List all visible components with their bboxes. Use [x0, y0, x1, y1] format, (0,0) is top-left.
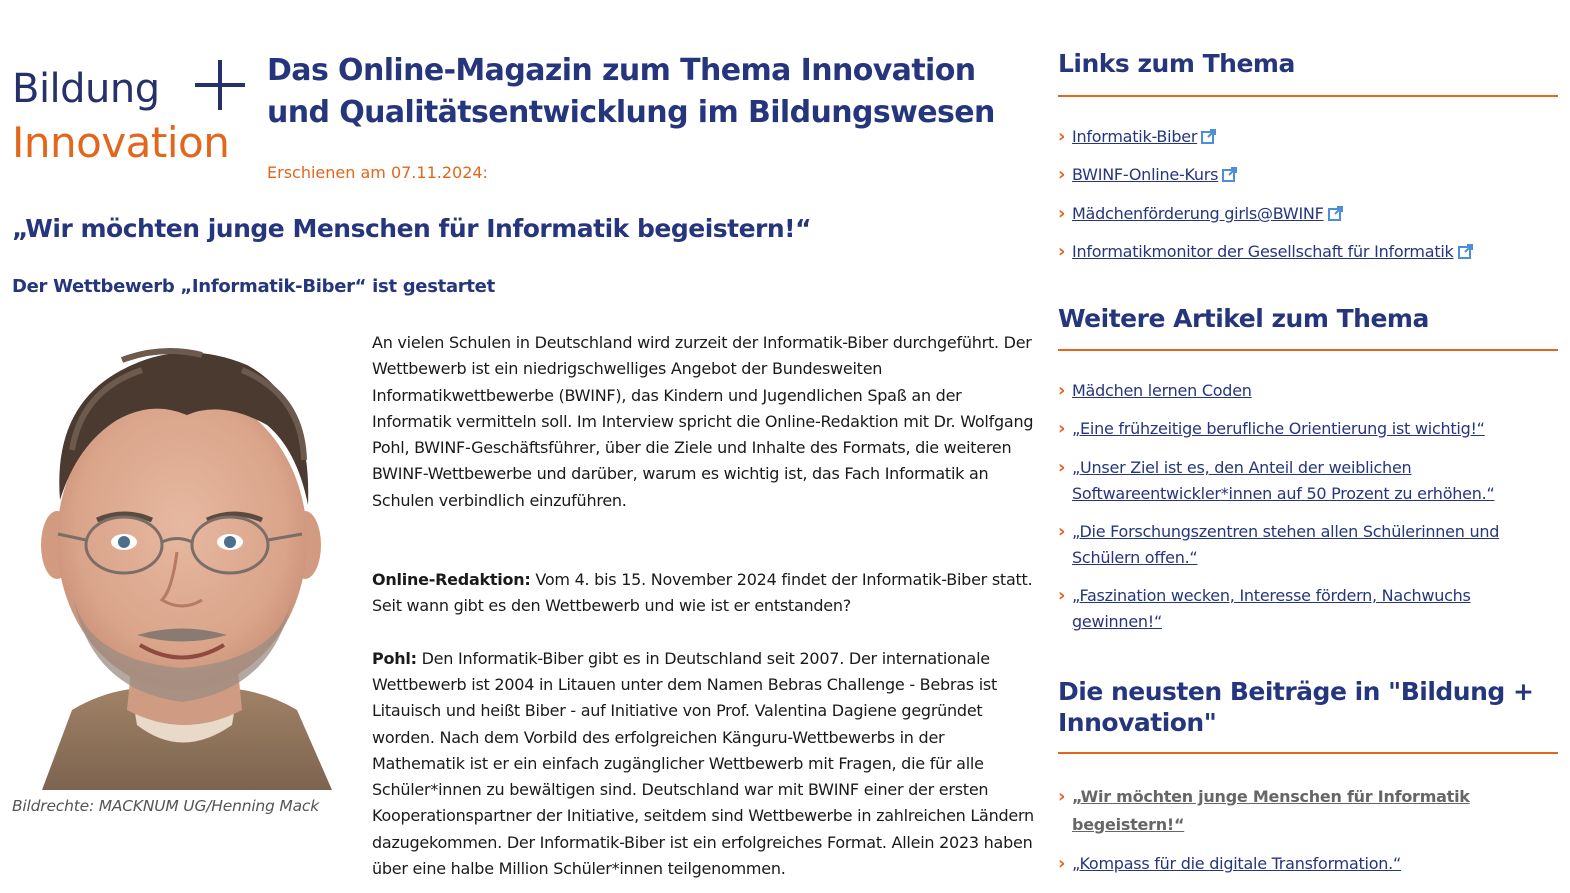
related-article-link[interactable] [1058, 583, 1538, 636]
sidebar-link[interactable] [1058, 124, 1538, 150]
external-link-icon [1458, 244, 1473, 259]
related-article-link[interactable] [1058, 378, 1538, 404]
external-link-icon [1328, 206, 1343, 221]
related-article-link[interactable] [1058, 455, 1538, 508]
related-article-label[interactable]: „Unser Ziel ist es, den Anteil der weiblichen Softwareentwickler*innen auf 50 Prozent zu erhöhen.“ [1072, 458, 1495, 504]
related-article-link[interactable] [1058, 416, 1538, 442]
chevron-right-icon: › [1058, 380, 1066, 401]
chevron-right-icon: › [1058, 164, 1066, 185]
sidebar-link-label[interactable]: Informatikmonitor der Gesellschaft für Informatik [1072, 239, 1538, 265]
chevron-right-icon: › [1058, 521, 1066, 542]
portrait-photo [12, 330, 350, 790]
links-divider [1058, 95, 1558, 97]
external-link-icon [1201, 129, 1216, 144]
links-heading: Links zum Thema [1058, 49, 1295, 78]
logo-word-innovation: Innovation [12, 118, 230, 167]
chevron-right-icon: › [1058, 126, 1066, 147]
article-headline: „Wir möchten junge Menschen für Informatik begeistern!“ [12, 214, 812, 243]
related-articles-divider [1058, 349, 1558, 351]
sidebar-link-label[interactable]: BWINF-Online-Kurs [1072, 162, 1538, 188]
article-subheadline: Der Wettbewerb „Informatik-Biber“ ist gestartet [12, 276, 495, 297]
question-speaker: Online-Redaktion: [372, 570, 531, 590]
related-article-label[interactable]: „Eine frühzeitige berufliche Orientierung ist wichtig!“ [1072, 419, 1485, 438]
chevron-right-icon: › [1058, 786, 1066, 807]
sidebar-link-label[interactable]: Mädchenförderung girls@BWINF [1072, 201, 1538, 227]
chevron-right-icon: › [1058, 203, 1066, 224]
chevron-right-icon: › [1058, 418, 1066, 439]
chevron-right-icon: › [1058, 241, 1066, 262]
sidebar-link-label[interactable]: Informatik-Biber [1072, 124, 1538, 150]
external-link-icon [1222, 167, 1237, 182]
chevron-right-icon: › [1058, 585, 1066, 606]
sidebar-link[interactable] [1058, 239, 1538, 265]
latest-post-label[interactable]: „Kompass für die digitale Transformation.“ [1072, 854, 1402, 873]
latest-posts-heading: Die neusten Beiträge in "Bildung + Innovation" [1058, 677, 1534, 737]
related-articles-heading: Weitere Artikel zum Thema [1058, 304, 1429, 333]
related-article-link[interactable] [1058, 519, 1538, 572]
latest-post-link[interactable] [1058, 783, 1538, 839]
question-text: Vom 4. bis 15. November 2024 findet der Informatik-Biber statt. Seit wann gibt es den Wettbewerb und wie ist er entstanden? [372, 570, 1033, 616]
related-article-label[interactable]: Mädchen lernen Coden [1072, 381, 1252, 400]
interview-question [372, 567, 1037, 620]
article-intro: An vielen Schulen in Deutschland wird zurzeit der Informatik-Biber durchgeführt. Der Wettbewerb ist ein niedrigschwelliges Angebot der Bundesweiten Informatikwettbewerbe (BWINF), das Kindern und Jugendlichen Spaß an der Informatik vermitteln soll. Im Interview spricht die Online-Redaktion mit Dr. Wolfgang Pohl, BWINF-Geschäftsführer, über die Ziele und Inhalte des Formats, die weiteren BWINF-Wettbewerbe und darüber, warum es wichtig ist, das Fach Informatik an Schulen verbindlich einzuführen. [372, 333, 1034, 510]
sidebar-link[interactable] [1058, 162, 1538, 188]
latest-post-link[interactable] [1058, 851, 1538, 877]
related-article-label[interactable]: „Faszination wecken, Interesse fördern, Nachwuchs gewinnen!“ [1072, 586, 1471, 632]
sidebar-link[interactable] [1058, 201, 1538, 227]
magazine-title: Das Online-Magazin zum Thema Innovation und Qualitätsentwicklung im Bildungswesen [267, 53, 995, 130]
chevron-right-icon: › [1058, 853, 1066, 874]
latest-posts-divider [1058, 752, 1558, 754]
image-caption: Bildrechte: MACKNUM UG/Henning Mack [12, 797, 319, 815]
logo-plus-icon [195, 60, 245, 110]
interview-answer [372, 646, 1037, 883]
answer-text: Den Informatik-Biber gibt es in Deutschland seit 2007. Der internationale Wettbewerb ist 2004 in Litauen unter dem Namen Bebras Challenge - Bebras ist Litauisch und heißt Biber - auf Initiative von Prof. Valentina Dagiene gegründet worden. Nach dem Vorbild des erfolgreichen Känguru-Wettbewerbs in der Mathematik ist er ein einfach zugänglicher Wettbewerb mit Fragen, die für alle Schüler*innen zu bewältigen sind. Deutschland war mit BWINF einer der ersten Kooperationspartner der Initiative, seitdem sind Wettbewerbe in zahlreichen Ländern dazugekommen. Der Informatik-Biber ist ein erfolgreiches Format. Allein 2023 haben über eine halbe Million Schüler*innen teilgenommen. [372, 648, 1034, 879]
answer-speaker: Pohl: [372, 648, 417, 668]
site-logo[interactable] [12, 60, 252, 170]
article-body [372, 330, 1037, 882]
latest-post-label[interactable]: „Wir möchten junge Menschen für Informatik begeistern!“ [1072, 787, 1470, 834]
logo-word-bildung: Bildung [12, 66, 160, 112]
chevron-right-icon: › [1058, 457, 1066, 478]
related-article-label[interactable]: „Die Forschungszentren stehen allen Schülerinnen und Schülern offen.“ [1072, 522, 1500, 568]
publication-date: Erschienen am 07.11.2024: [267, 163, 488, 182]
